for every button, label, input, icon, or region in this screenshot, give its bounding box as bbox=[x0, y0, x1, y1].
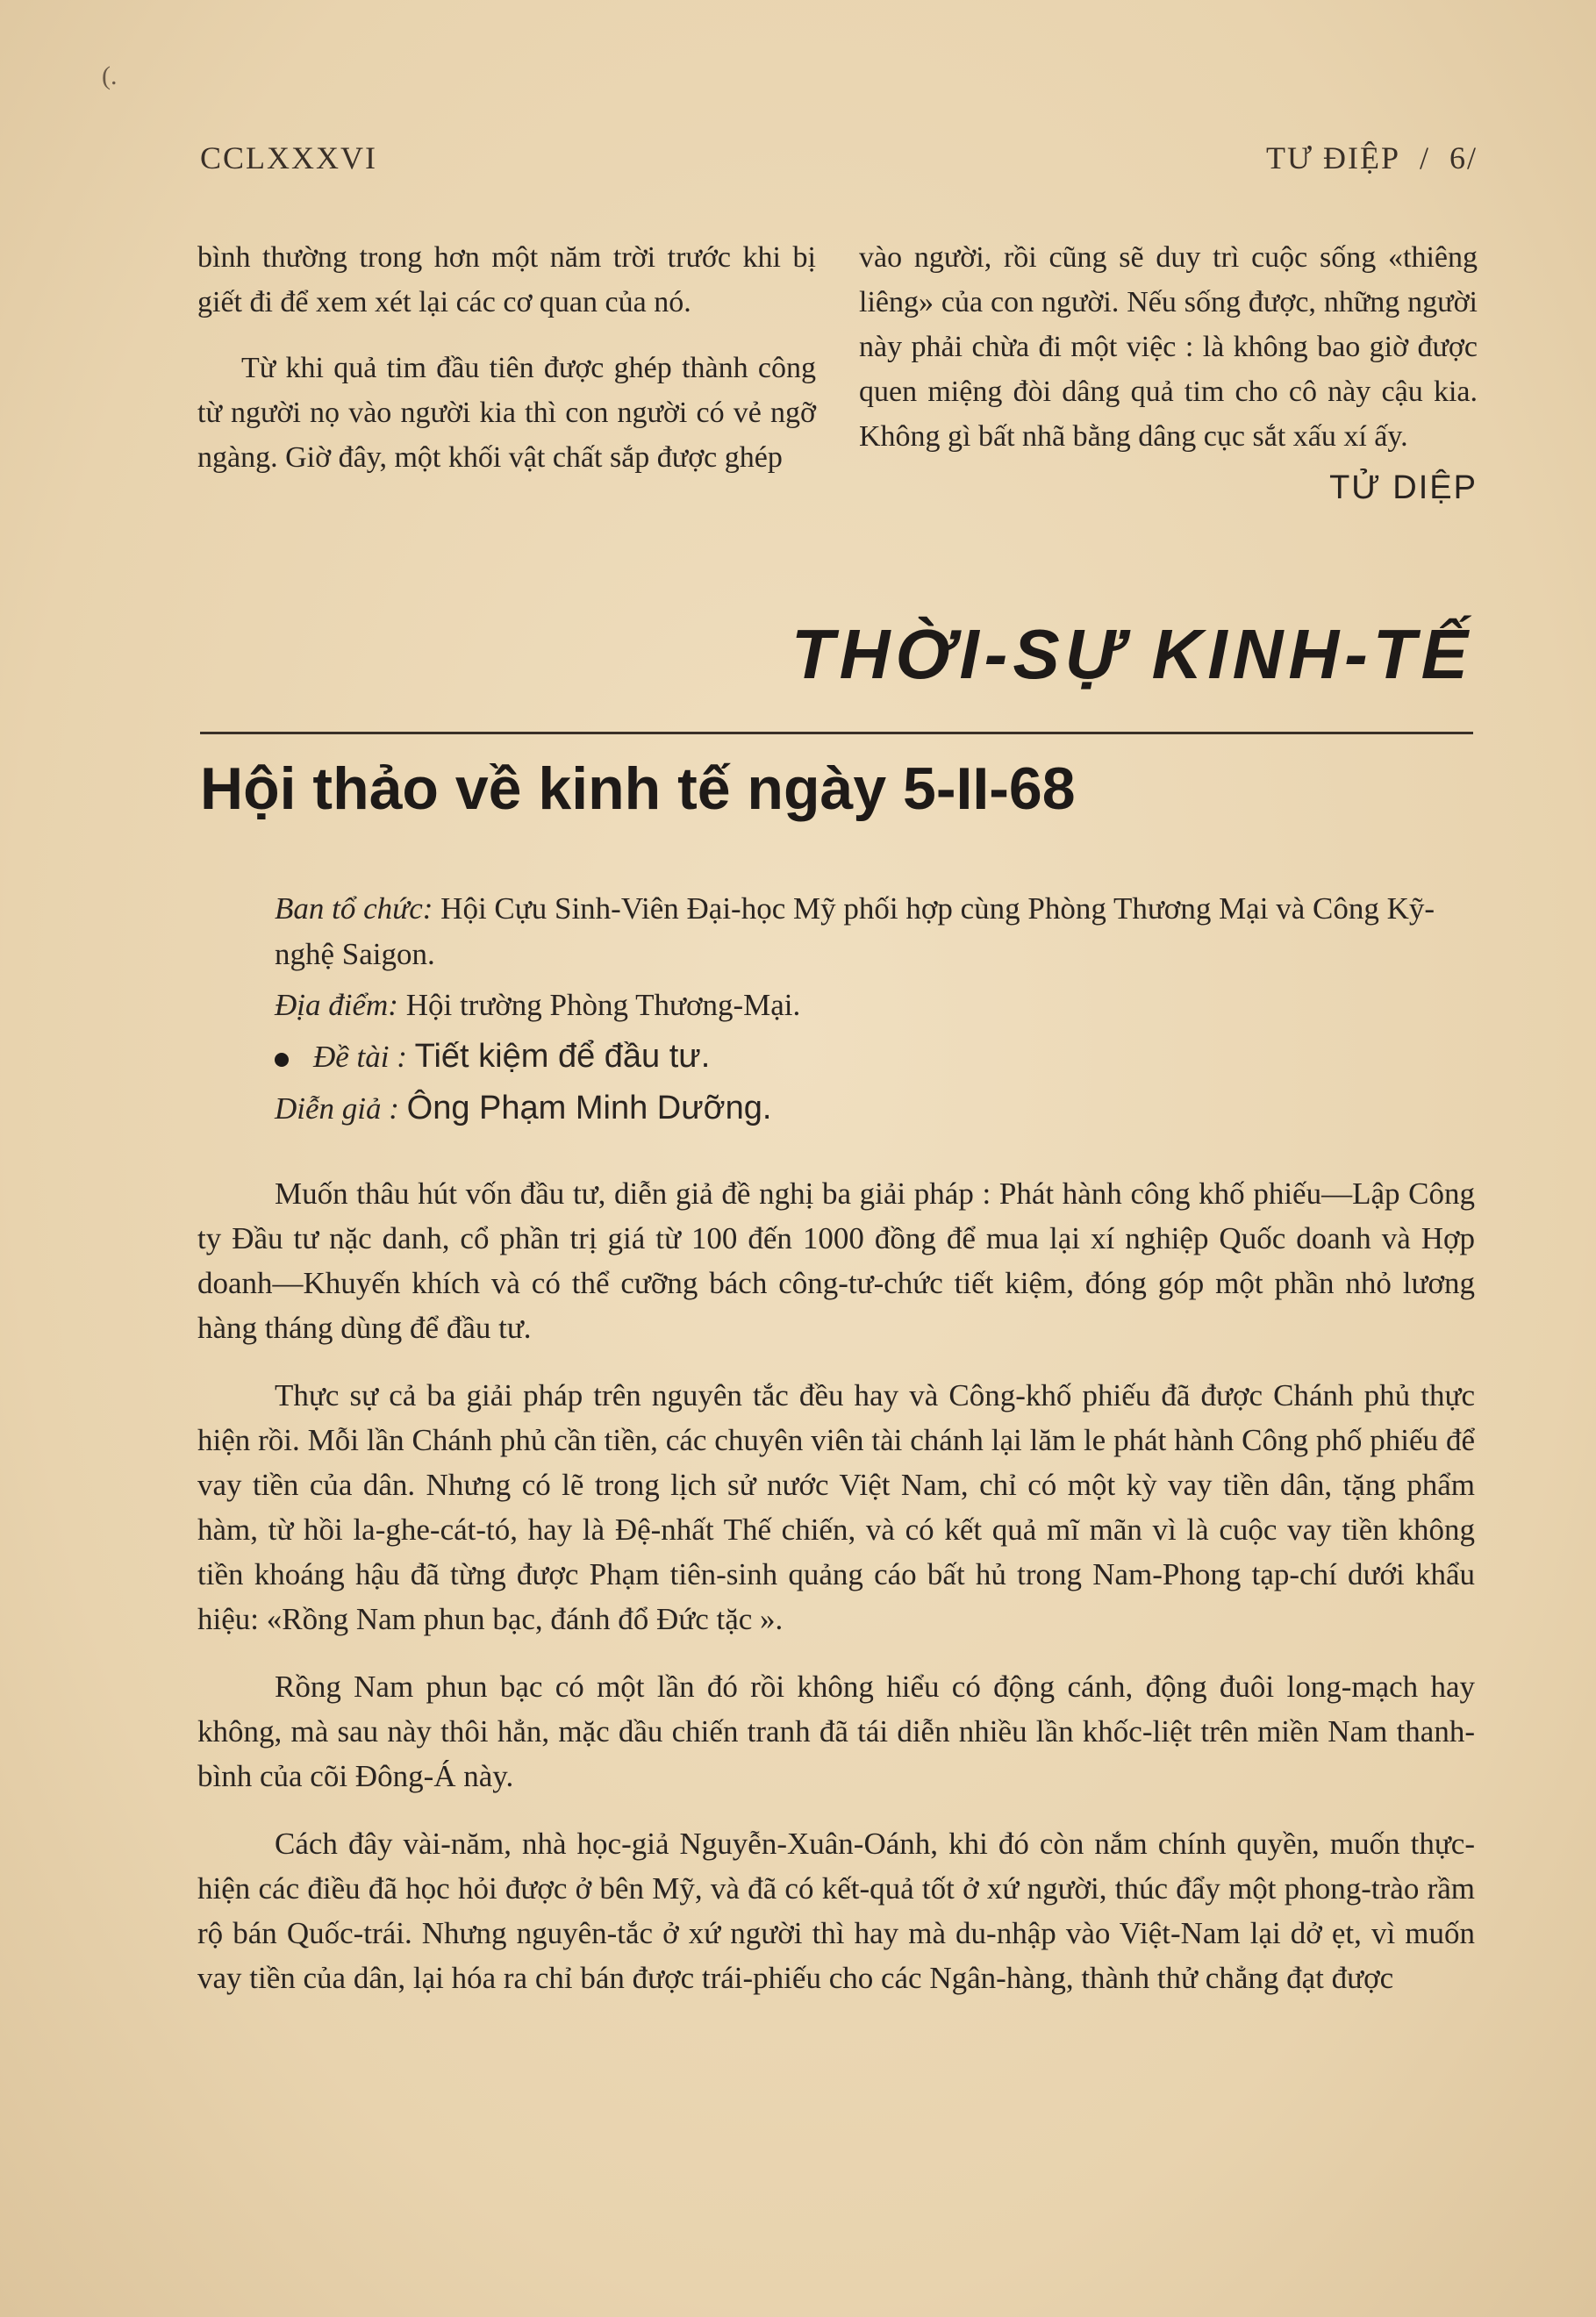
magazine-title: TƯ ĐIỆP bbox=[1266, 140, 1400, 175]
section-title: THỜI-SỰ KINH-TẾ bbox=[791, 615, 1473, 693]
header-separator: / bbox=[1419, 140, 1430, 175]
venue-line bbox=[197, 983, 1475, 1028]
left-column-paragraph: Từ khi quả tim đầu tiên được ghép thành công từ người nọ vào người kia thì con người có vẻ ngỡ ngàng. Giờ đây, một khối vật chất sắp được ghép bbox=[197, 352, 816, 474]
body-paragraph: Cách đây vài-năm, nhà học-giả Nguyễn-Xuân-Oánh, khi đó còn nắm chính quyền, muốn thực-hiện các điều đã học hỏi được ở bên Mỹ, và đã có kết-quả tốt ở xứ người, thúc đẩy một phong-trào rầm rộ bán Quốc-trái. Nhưng nguyên-tắc ở xứ người thì hay mà du-nhập vào Việt-Nam lại dở ẹt, vì muốn vay tiền của dân, lại hóa ra chỉ bán được trái-phiếu cho các Ngân-hàng, thành thử chẳng đạt được bbox=[197, 1827, 1475, 1995]
speaker-line bbox=[197, 1085, 1475, 1132]
venue-value: Hội trường Phòng Thương-Mại. bbox=[405, 988, 801, 1022]
speaker-value: Ông Phạm Minh Dưỡng. bbox=[406, 1090, 772, 1126]
organizer-line bbox=[197, 886, 1475, 977]
organizer-label: Ban tổ chức: bbox=[275, 891, 433, 926]
article-body bbox=[197, 1171, 1475, 2023]
topic-value: Tiết kiệm để đầu tư. bbox=[414, 1038, 711, 1075]
left-column bbox=[197, 235, 816, 569]
author-signature: TỬ DIỆP bbox=[1329, 469, 1478, 506]
body-paragraph: Muốn thâu hút vốn đầu tư, diễn giả đề nghị ba giải pháp : Phát hành công khố phiếu—Lập Công ty Đầu tư nặc danh, cổ phần trị giá từ 100 đến 1000 đồng để mua lại xí nghiệp Quốc doanh và Hợp doanh—Khuyến khích và có thể cưỡng bách công-tư-chức tiết kiệm, đóng góp một phần nhỏ lương hàng tháng dùng để đầu tư. bbox=[197, 1176, 1475, 1345]
article-meta bbox=[197, 886, 1475, 1137]
topic-line bbox=[197, 1033, 1475, 1080]
venue-label: Địa điểm: bbox=[275, 988, 398, 1022]
top-columns bbox=[197, 235, 1478, 569]
running-header bbox=[200, 132, 1478, 184]
speaker-label: Diễn giả : bbox=[275, 1091, 399, 1126]
header-right bbox=[1266, 139, 1478, 176]
body-paragraph: Rồng Nam phun bạc có một lần đó rồi không hiểu có động cánh, động đuôi long-mạch hay không, mà sau này thôi hẳn, mặc dầu chiến tranh đã tái diễn nhiều lần khốc-liệt trên miền Nam thanh-bình của cõi Đông-Á này. bbox=[197, 1670, 1475, 1793]
right-column bbox=[859, 235, 1478, 569]
right-column-paragraph: vào người, rồi cũng sẽ duy trì cuộc sống «thiêng liêng» của con người. Nếu sống được, những người này phải chừa đi một việc : là không bao giờ được quen miệng đòi dâng quả tim cho cô này cậu kia. Không gì bất nhã bằng dâng cục sắt xấu xí ấy. bbox=[859, 241, 1478, 453]
body-paragraph: Thực sự cả ba giải pháp trên nguyên tắc đều hay và Công-khố phiếu đã được Chánh phủ thực hiện rồi. Mỗi lần Chánh phủ cần tiền, các chuyên viên tài chánh lại lăm le phát hành Công phố phiếu để vay tiền của dân. Nhưng có lẽ trong lịch sử nước Việt Nam, chỉ có một kỳ vay tiền dân, tặng phẩm hàm, từ hồi la-ghe-cát-tó, hay là Đệ-nhất Thế chiến, và có kết quả mĩ mãn vì là cuộc vay tiền không tiền khoáng hậu đã từng được Phạm tiên-sinh quảng cáo bất hủ trong Nam-Phong tạp-chí dưới khẩu hiệu: «Rồng Nam phun bạc, đánh đổ Đức tặc ». bbox=[197, 1378, 1475, 1636]
organizer-value: Hội Cựu Sinh-Viên Đại-học Mỹ phối hợp cùng Phòng Thương Mại và Công Kỹ-nghệ Saigon. bbox=[275, 891, 1435, 971]
section-divider bbox=[200, 732, 1473, 734]
left-column-paragraph: bình thường trong hơn một năm trời trước khi bị giết đi để xem xét lại các cơ quan của nó. bbox=[197, 241, 816, 318]
bullet-icon bbox=[275, 1053, 289, 1067]
page-number: 6/ bbox=[1449, 140, 1478, 175]
topic-label: Đề tài : bbox=[313, 1040, 407, 1074]
issue-number: CCLXXXVI bbox=[200, 140, 377, 175]
corner-mark: (. bbox=[102, 61, 118, 90]
article-title: Hội thảo về kinh tế ngày 5-II-68 bbox=[200, 755, 1076, 822]
